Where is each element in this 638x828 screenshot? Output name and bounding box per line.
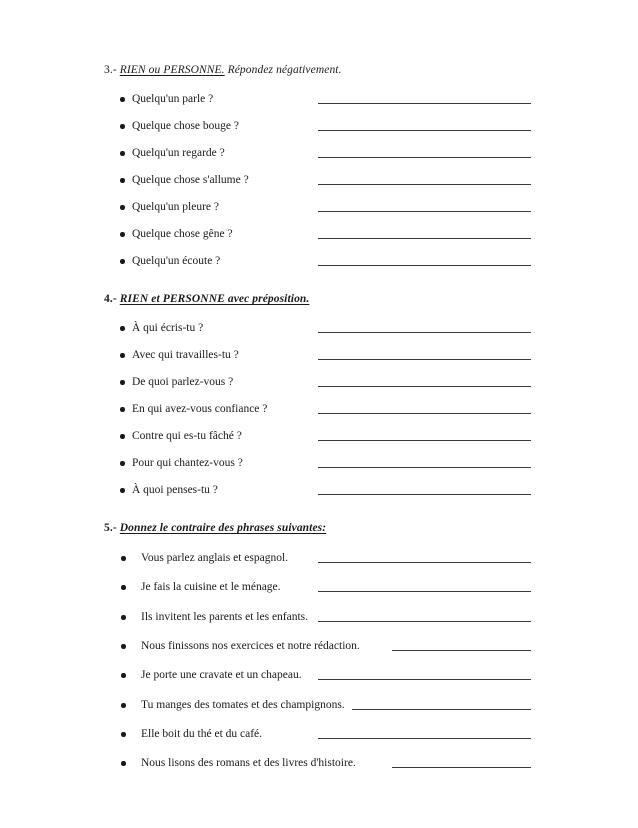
answer-blank-line[interactable]	[318, 467, 531, 468]
list-item	[0, 579, 638, 595]
question-text: Quelqu'un parle ?	[132, 93, 214, 105]
list-item	[0, 455, 638, 471]
answer-blank-line[interactable]	[318, 738, 531, 739]
section-3-heading	[104, 64, 342, 76]
bullet-icon	[120, 205, 125, 210]
question-text: À qui écris-tu ?	[132, 322, 204, 334]
bullet-icon	[120, 434, 125, 439]
answer-blank-line[interactable]	[318, 130, 531, 131]
answer-blank-line[interactable]	[318, 621, 531, 622]
answer-blank-line[interactable]	[318, 157, 531, 158]
section-4-number: 4.-	[104, 293, 117, 305]
list-item	[0, 726, 638, 742]
bullet-icon	[120, 461, 125, 466]
section-4-title: RIEN et PERSONNE avec préposition.	[119, 293, 310, 305]
question-text: Je porte une cravate et un chapeau.	[141, 669, 302, 681]
bullet-icon	[121, 673, 126, 678]
bullet-icon	[120, 151, 125, 156]
section-3-title-rest: Répondez négativement.	[224, 64, 342, 76]
list-item	[0, 253, 638, 269]
answer-blank-line[interactable]	[318, 591, 531, 592]
question-text: Avec qui travailles-tu ?	[132, 349, 239, 361]
list-item	[0, 428, 638, 444]
bullet-icon	[120, 232, 125, 237]
question-text: Quelque chose s'allume ?	[132, 174, 249, 186]
answer-blank-line[interactable]	[318, 184, 531, 185]
question-text: Quelque chose bouge ?	[132, 120, 239, 132]
list-item	[0, 145, 638, 161]
question-text: Vous parlez anglais et espagnol.	[141, 552, 289, 564]
question-text: Quelqu'un regarde ?	[132, 147, 225, 159]
list-item	[0, 118, 638, 134]
answer-blank-line[interactable]	[318, 103, 531, 104]
answer-blank-line[interactable]	[318, 211, 531, 212]
bullet-icon	[121, 644, 126, 649]
bullet-icon	[121, 615, 126, 620]
list-item	[0, 374, 638, 390]
answer-blank-line[interactable]	[352, 709, 531, 710]
question-text: En qui avez-vous confiance ?	[132, 403, 268, 415]
question-text: De quoi parlez-vous ?	[132, 376, 234, 388]
question-text: Pour qui chantez-vous ?	[132, 457, 243, 469]
answer-blank-line[interactable]	[318, 265, 531, 266]
bullet-icon	[120, 407, 125, 412]
question-text: À quoi penses-tu ?	[132, 484, 218, 496]
question-text: Contre qui es-tu fâché ?	[132, 430, 242, 442]
bullet-icon	[121, 703, 126, 708]
answer-blank-line[interactable]	[318, 332, 531, 333]
question-text: Quelque chose gêne ?	[132, 228, 233, 240]
bullet-icon	[120, 97, 125, 102]
bullet-icon	[120, 380, 125, 385]
answer-blank-line[interactable]	[318, 359, 531, 360]
bullet-icon	[121, 585, 126, 590]
question-text: Quelqu'un écoute ?	[132, 255, 221, 267]
question-text: Ils invitent les parents et les enfants.	[141, 611, 309, 623]
list-item	[0, 755, 638, 771]
answer-blank-line[interactable]	[318, 562, 531, 563]
bullet-icon	[120, 326, 125, 331]
question-text: Tu manges des tomates et des champignons.	[141, 699, 345, 711]
bullet-icon	[120, 178, 125, 183]
section-5-number: 5.-	[104, 522, 117, 534]
list-item	[0, 609, 638, 625]
list-item	[0, 91, 638, 107]
list-item	[0, 401, 638, 417]
answer-blank-line[interactable]	[318, 494, 531, 495]
list-item	[0, 347, 638, 363]
answer-blank-line[interactable]	[392, 767, 531, 768]
list-item	[0, 199, 638, 215]
answer-blank-line[interactable]	[318, 413, 531, 414]
list-item	[0, 482, 638, 498]
question-text: Je fais la cuisine et le ménage.	[141, 581, 281, 593]
bullet-icon	[120, 353, 125, 358]
question-text: Elle boit du thé et du café.	[141, 728, 263, 740]
section-3-title-underlined: RIEN ou PERSONNE.	[119, 64, 225, 76]
list-item	[0, 638, 638, 654]
question-text: Nous finissons nos exercices et notre rédaction.	[141, 640, 360, 652]
list-item	[0, 550, 638, 566]
section-5-heading	[104, 522, 326, 534]
list-item	[0, 320, 638, 336]
list-item	[0, 667, 638, 683]
list-item	[0, 697, 638, 713]
answer-blank-line[interactable]	[318, 386, 531, 387]
bullet-icon	[120, 259, 125, 264]
list-item	[0, 226, 638, 242]
answer-blank-line[interactable]	[318, 679, 531, 680]
bullet-icon	[121, 761, 126, 766]
bullet-icon	[120, 488, 125, 493]
answer-blank-line[interactable]	[318, 238, 531, 239]
answer-blank-line[interactable]	[392, 650, 531, 651]
section-4-heading	[104, 293, 309, 305]
bullet-icon	[120, 124, 125, 129]
section-3-number: 3.-	[104, 64, 117, 76]
answer-blank-line[interactable]	[318, 440, 531, 441]
question-text: Nous lisons des romans et des livres d'histoire.	[141, 757, 356, 769]
section-5-title: Donnez le contraire des phrases suivantes:	[119, 522, 327, 534]
bullet-icon	[121, 732, 126, 737]
question-text: Quelqu'un pleure ?	[132, 201, 220, 213]
bullet-icon	[121, 556, 126, 561]
list-item	[0, 172, 638, 188]
